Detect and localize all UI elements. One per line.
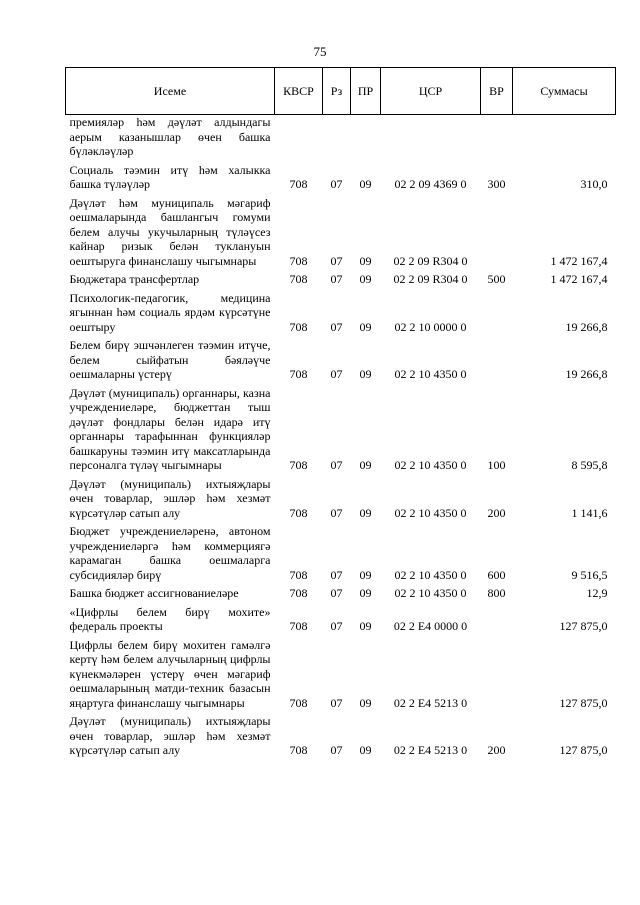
row-sum: 19 266,8 — [565, 367, 608, 381]
table-row — [66, 384, 616, 475]
row-sum: 8 595,8 — [571, 458, 608, 472]
row-kvsr — [275, 115, 323, 161]
row-csr: 02 2 09 4369 0 — [394, 177, 467, 191]
row-vr — [481, 603, 513, 636]
row-name: Башка бюджет ассигнованиеләре — [69, 586, 239, 600]
row-sum: 1 472 167,4 — [550, 272, 608, 286]
row-rz: 07 — [330, 695, 343, 710]
row-pr: 09 — [359, 586, 372, 600]
budget-table — [65, 67, 616, 760]
row-csr — [381, 115, 481, 161]
row-rz: 07 — [330, 567, 343, 582]
row-name: премияләр һәм дәүләт алдындагы аерым казанышлар өчен башка бүләкләүләр — [69, 115, 271, 158]
row-csr: 02 2 10 4350 0 — [394, 458, 467, 472]
row-vr: 600 — [487, 567, 506, 582]
row-name: Дәүләт (муниципаль) ихтыяҗлары өчен товарлар, эшләр һәм хезмәт күрсәтүләр сатып алу — [69, 476, 271, 520]
table-row — [66, 475, 616, 523]
row-csr: 02 2 10 4350 0 — [394, 567, 467, 582]
row-csr: 02 2 10 4350 0 — [394, 505, 467, 520]
row-kvsr: 708 — [289, 367, 308, 381]
row-sum: 9 516,5 — [571, 567, 608, 582]
row-vr: 800 — [487, 586, 506, 600]
row-rz: 07 — [330, 177, 343, 191]
table-row — [66, 270, 616, 289]
row-vr: 300 — [487, 177, 506, 191]
row-pr: 09 — [359, 253, 372, 268]
row-csr: 02 2 E4 0000 0 — [393, 619, 468, 633]
row-sum: 19 266,8 — [565, 319, 608, 334]
row-vr — [481, 289, 513, 337]
row-pr — [351, 115, 381, 161]
header-pr: ПР — [351, 68, 381, 115]
row-kvsr: 708 — [289, 743, 308, 757]
row-kvsr: 708 — [289, 567, 308, 582]
table-row — [66, 636, 616, 713]
row-rz: 07 — [330, 619, 343, 633]
header-kvsr: КВСР — [275, 68, 323, 115]
row-rz — [323, 115, 351, 161]
row-csr: 02 2 E4 5213 0 — [393, 695, 468, 710]
row-pr: 09 — [359, 619, 372, 633]
row-csr: 02 2 10 4350 0 — [394, 367, 467, 381]
row-pr: 09 — [359, 458, 372, 472]
row-name: «Цифрлы белем бирү мохите» федераль проекты — [69, 604, 271, 633]
row-rz: 07 — [330, 253, 343, 268]
table-row — [66, 161, 616, 194]
row-name: Дәүләт (муниципаль) органнары, казна учреждениеләре, бюджеттан тыш дәүләт фондлары белән идарә итү органнары тарафыннан функцияләр башкаруны тәэмин итү максатларында персоналга түләү чыгымнары — [69, 385, 271, 472]
row-vr: 200 — [487, 505, 506, 520]
row-kvsr: 708 — [289, 253, 308, 268]
header-name: Исеме — [66, 68, 275, 115]
row-kvsr: 708 — [289, 458, 308, 472]
row-name: Бюджет учреждениеләренә, автоном учреждениеләргә һәм коммерциягә карамаган башка оешмаларга субсидияләр бирү — [69, 524, 271, 582]
row-rz: 07 — [330, 319, 343, 334]
row-name: Бюджетара трансфертлар — [69, 272, 200, 286]
row-pr: 09 — [359, 743, 372, 757]
row-pr: 09 — [359, 567, 372, 582]
header-vr: ВР — [481, 68, 513, 115]
row-rz: 07 — [330, 458, 343, 472]
row-csr: 02 2 09 R304 0 — [393, 272, 468, 286]
row-pr: 09 — [359, 695, 372, 710]
table-row — [66, 115, 616, 161]
row-name: Психологик-педагогик, медицина ягыннан һәм социаль ярдәм күрсәтүне оештыру — [69, 290, 271, 334]
row-rz: 07 — [330, 367, 343, 381]
row-csr: 02 2 E4 5213 0 — [393, 743, 468, 757]
table-row — [66, 289, 616, 337]
row-sum — [513, 115, 616, 161]
row-name: Дәүләт һәм муниципаль мәгариф оешмаларында башлангыч гомуми белем алучы укучыларның түләүсез кайнар ризык белән туклануын оештыруга финанслашу чыгымнары — [69, 195, 271, 268]
table-row — [66, 336, 616, 384]
row-kvsr: 708 — [289, 695, 308, 710]
row-sum: 310,0 — [580, 177, 608, 191]
row-pr: 09 — [359, 177, 372, 191]
row-kvsr: 708 — [289, 177, 308, 191]
row-sum: 127 875,0 — [559, 619, 608, 633]
row-pr: 09 — [359, 505, 372, 520]
table-header-row — [66, 68, 616, 115]
row-kvsr: 708 — [289, 319, 308, 334]
table-row — [66, 194, 616, 271]
header-rz: Рз — [323, 68, 351, 115]
page-number: 75 — [313, 44, 327, 59]
row-csr: 02 2 10 4350 0 — [394, 586, 467, 600]
row-vr — [481, 194, 513, 271]
row-rz: 07 — [330, 272, 343, 286]
row-kvsr: 708 — [289, 272, 308, 286]
row-name: Цифрлы белем бирү мохитен гамәлгә кертү һәм белем алучыларның цифрлы күнекмәләрен үстерү өчен мәгариф оешмаларының матди-техник базасын яңартуга финанслашу чыгымнары — [69, 637, 271, 710]
row-name: Белем бирү эшчәнлеген тәэмин итүче, белем сыйфатын бәяләүче оешмаларны үстерү — [69, 338, 271, 381]
row-vr: 500 — [487, 272, 506, 286]
row-vr: 200 — [487, 743, 506, 757]
row-sum: 127 875,0 — [559, 743, 608, 757]
row-sum: 1 141,6 — [571, 505, 608, 520]
row-name: Дәүләт (муниципаль) ихтыяҗлары өчен товарлар, эшләр һәм хезмәт күрсәтүләр сатып алу — [69, 714, 271, 757]
row-name: Социаль тәэмин итү һәм халыкка башка түләүләр — [69, 162, 271, 191]
table-row — [66, 584, 616, 603]
row-pr: 09 — [359, 367, 372, 381]
row-vr — [481, 115, 513, 161]
row-kvsr: 708 — [289, 619, 308, 633]
header-csr: ЦСР — [381, 68, 481, 115]
row-vr — [481, 336, 513, 384]
row-pr: 09 — [359, 319, 372, 334]
row-sum: 12,9 — [586, 586, 608, 600]
table-row — [66, 603, 616, 636]
row-pr: 09 — [359, 272, 372, 286]
row-vr: 100 — [487, 458, 506, 472]
row-sum: 127 875,0 — [559, 695, 608, 710]
row-sum: 1 472 167,4 — [550, 253, 608, 268]
row-rz: 07 — [330, 505, 343, 520]
row-vr — [481, 636, 513, 713]
header-sum: Суммасы — [513, 68, 616, 115]
row-rz: 07 — [330, 586, 343, 600]
row-kvsr: 708 — [289, 586, 308, 600]
table-row — [66, 712, 616, 760]
table-row — [66, 522, 616, 584]
row-csr: 02 2 10 0000 0 — [394, 319, 467, 334]
row-kvsr: 708 — [289, 505, 308, 520]
row-csr: 02 2 09 R304 0 — [393, 253, 468, 268]
row-rz: 07 — [330, 743, 343, 757]
